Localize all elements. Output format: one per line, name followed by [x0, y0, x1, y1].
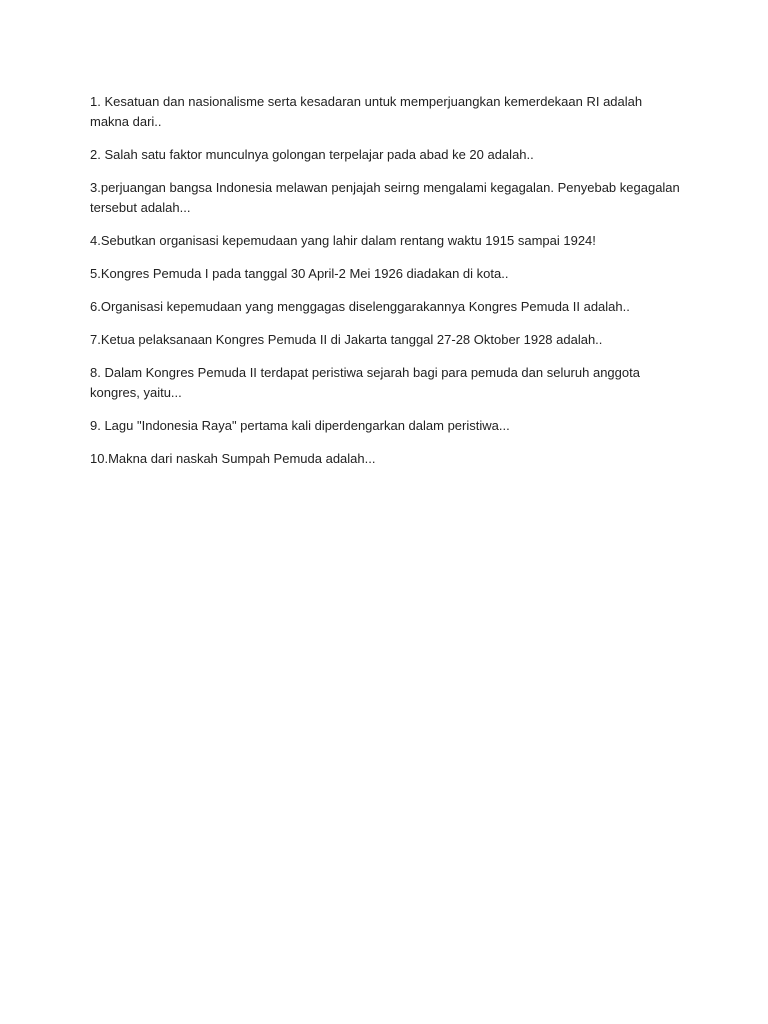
question-9: 9. Lagu "Indonesia Raya" pertama kali diperdengarkan dalam peristiwa...: [90, 418, 510, 433]
question-7: 7.Ketua pelaksanaan Kongres Pemuda II di Jakarta tanggal 27-28 Oktober 1928 adalah..: [90, 332, 603, 347]
question-8: 8. Dalam Kongres Pemuda II terdapat peristiwa sejarah bagi para pemuda dan seluruh anggota kongres, yaitu...: [90, 365, 640, 400]
question-1: 1. Kesatuan dan nasionalisme serta kesadaran untuk memperjuangkan kemerdekaan RI adalah makna dari..: [90, 94, 643, 129]
question-3: 3.perjuangan bangsa Indonesia melawan penjajah seirng mengalami kegagalan. Penyebab kegagalan tersebut adalah...: [90, 180, 680, 215]
question-6: 6.Organisasi kepemudaan yang menggagas diselenggarakannya Kongres Pemuda II adalah..: [90, 299, 630, 314]
question-2: 2. Salah satu faktor munculnya golongan terpelajar pada abad ke 20 adalah..: [90, 147, 534, 162]
question-4: 4.Sebutkan organisasi kepemudaan yang lahir dalam rentang waktu 1915 sampai 1924!: [90, 233, 596, 248]
question-10: 10.Makna dari naskah Sumpah Pemuda adalah...: [90, 451, 376, 466]
question-list: [90, 92, 680, 482]
question-5: 5.Kongres Pemuda I pada tanggal 30 April-2 Mei 1926 diadakan di kota..: [90, 266, 509, 281]
